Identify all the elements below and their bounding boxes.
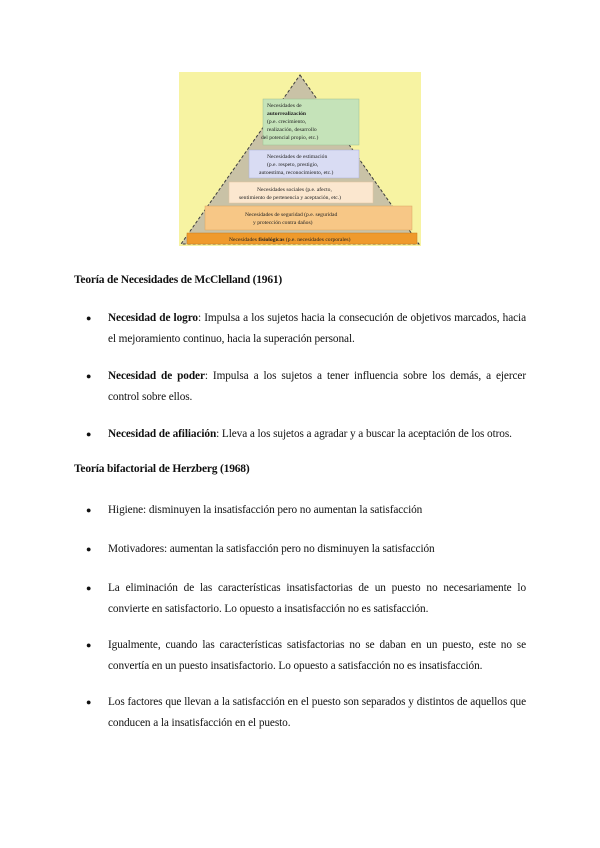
bullet-text: : Impulsa a los sujetos a tener influencia sobre los demás, a ejercer control sobre ellos.: [108, 370, 526, 403]
level5-text: Necesidades fisiológicas (p.e. necesidades corporales): [229, 237, 351, 243]
list-item: [86, 578, 526, 620]
list-item: [86, 539, 526, 560]
bullet-icon: ●: [86, 371, 92, 381]
bullet-icon: ●: [86, 505, 92, 515]
bullet-icon: ●: [86, 697, 92, 707]
pyramid-level-esteem: [249, 150, 359, 178]
bullet-icon: ●: [86, 583, 92, 593]
level3-line1: Necesidades sociales (p.e. afecto,: [257, 187, 332, 193]
list-item: [86, 500, 526, 521]
bullet-text: La eliminación de las características insatisfactorias de un puesto no necesariamente lo convierte en satisfactorio. Lo opuesto a insatisfacción no es satisfacción.: [108, 582, 526, 615]
bullet-icon: ●: [86, 544, 92, 554]
list-item: [86, 692, 526, 734]
level2-line3: autoestima, reconocimiento, etc.): [259, 170, 334, 176]
bullet-text: : Impulsa a los sujetos hacia la consecución de objetivos marcados, hacia el mejoramiento continuo, hacia la superación personal.: [108, 312, 526, 345]
level4-line1: Necesidades de seguridad (p.e. seguridad: [245, 212, 338, 218]
pyramid-level-self-actualization: [261, 99, 359, 145]
pyramid-level-social: [229, 182, 373, 203]
level4-line2: y protección contra daños): [253, 220, 313, 226]
bullet-text: : Lleva a los sujetos a agradar y a buscar la aceptación de los otros.: [216, 428, 512, 440]
list-item: [86, 308, 526, 350]
mcclelland-heading: Teoría de Necesidades de McClelland (1961): [74, 274, 283, 286]
level3-line2: sentimiento de pertenencia y aceptación, etc.): [239, 195, 342, 201]
herzberg-heading: Teoría bifactorial de Herzberg (1968): [74, 463, 250, 475]
level1-line3: (p.e. crecimiento,: [267, 119, 307, 125]
bullet-text: Los factores que llevan a la satisfacción en el puesto son separados y distintos de aquellos que conducen a la insatisfacción en el puesto.: [108, 696, 526, 729]
bullet-icon: ●: [86, 313, 92, 323]
level1-line5: del potencial propio, etc.): [261, 135, 319, 141]
bullet-term: Necesidad de logro: [108, 312, 198, 324]
bullet-term: Necesidad de poder: [108, 370, 205, 382]
bullet-text: Motivadores: aumentan la satisfacción pero no disminuyen la satisfacción: [108, 543, 435, 555]
level2-line1: Necesidades de estimación: [267, 154, 328, 160]
list-item: [86, 635, 526, 677]
list-item: [86, 424, 526, 445]
level2-line2: (p.e. respeto, prestigio,: [267, 162, 319, 168]
bullet-text: Igualmente, cuando las características satisfactorias no se daban en un puesto, este no se convertía en un puesto insatisfactorio. Lo opuesto a satisfacción no es insatisfacción.: [108, 639, 526, 672]
maslow-pyramid-figure: [179, 72, 421, 246]
bullet-icon: ●: [86, 640, 92, 650]
bullet-text: Higiene: disminuyen la insatisfacción pero no aumentan la satisfacción: [108, 504, 423, 516]
level1-line2: autorrealización: [267, 111, 307, 117]
pyramid-level-safety: [205, 206, 412, 230]
level1-line4: realización, desarrollo: [267, 127, 317, 133]
bullet-term: Necesidad de afiliación: [108, 428, 217, 440]
bullet-icon: ●: [86, 429, 92, 439]
list-item: [86, 366, 526, 408]
level1-line1: Necesidades de: [267, 103, 302, 109]
pyramid-level-physiological: [187, 233, 417, 244]
